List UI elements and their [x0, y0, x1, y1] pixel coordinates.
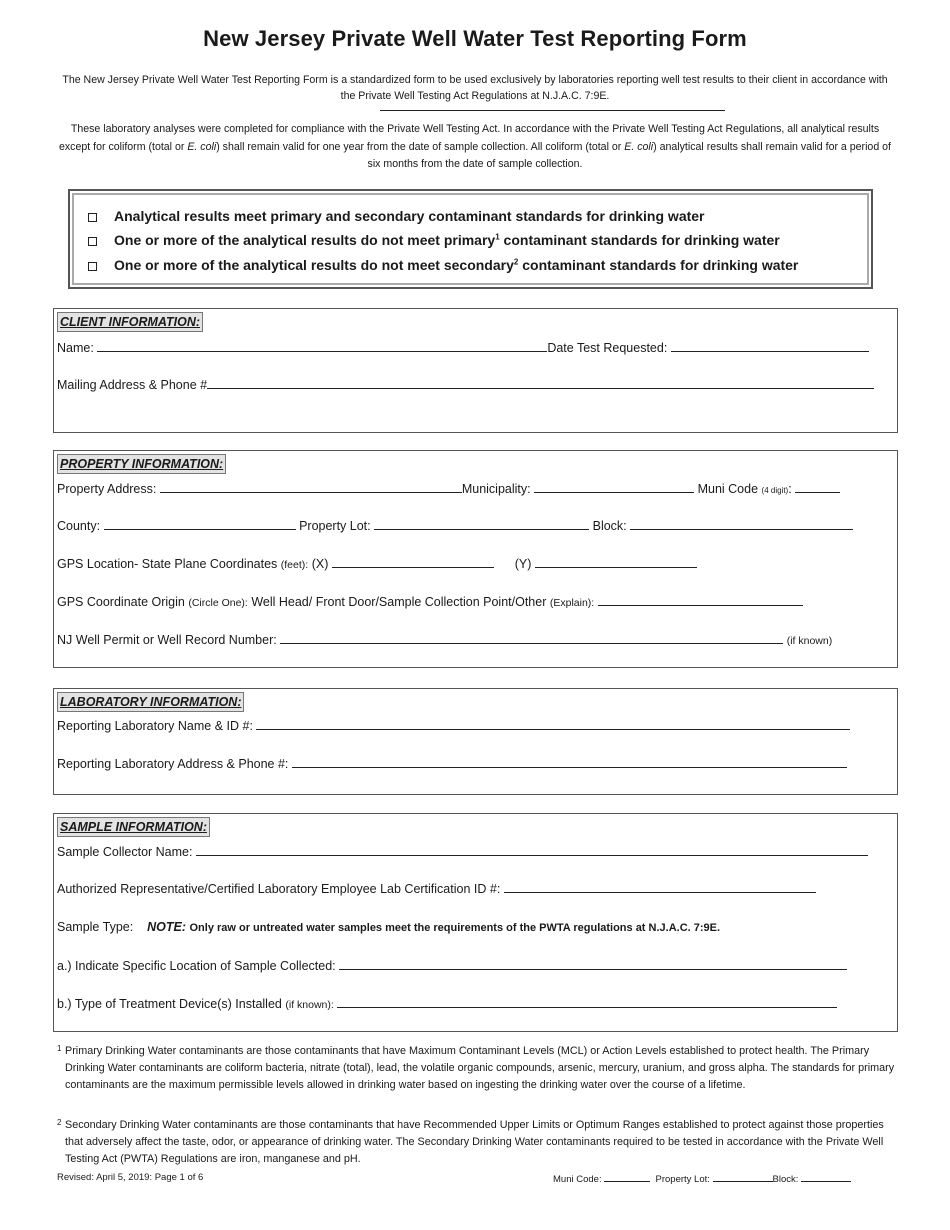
sample-collector-row: Sample Collector Name: — [57, 844, 868, 860]
result-option-secondary-fail[interactable]: One or more of the analytical results do not meet secondary$^2$ contaminant standards for drinking water — [88, 254, 798, 276]
gps-location-row: GPS Location- State Plane Coordinates (feet): (X) (Y) — [57, 556, 697, 573]
sample-location-row: a.) Indicate Specific Location of Sample Collected: — [57, 958, 847, 974]
lab-certification-row: Authorized Representative/Certified Laboratory Employee Lab Certification ID #: — [57, 881, 816, 897]
results-checklist — [68, 189, 873, 289]
lab-address-field[interactable] — [292, 756, 847, 768]
treatment-device-field[interactable] — [337, 996, 837, 1008]
well-permit-field[interactable] — [280, 632, 783, 644]
lab-certification-field[interactable] — [504, 881, 816, 893]
result-option-primary-fail[interactable]: One or more of the analytical results do not meet primary$^1$ contaminant standards for drinking water — [88, 229, 780, 251]
sample-information-heading: SAMPLE INFORMATION: — [57, 817, 210, 837]
gps-origin-row: GPS Coordinate Origin (Circle One): Well Head/ Front Door/Sample Collection Point/Other (Explain): — [57, 594, 803, 611]
treatment-device-row: b.) Type of Treatment Device(s) Installed (if known): — [57, 996, 837, 1013]
client-information-section — [53, 308, 898, 433]
footer-muni-code-field[interactable] — [604, 1172, 650, 1182]
intro-paragraph: The New Jersey Private Well Water Test Reporting Form is a standardized form to be used exclusively by laboratories reporting well test results to their client in accordance with the Private Well Testing Act Regulations at N.J.A.C. 7:9E. — [62, 74, 888, 102]
compliance-paragraph: These laboratory analyses were completed for compliance with the Private Well Testing Act. In accordance with the Private Well Testing Act Regulations, all analytical results except for coliform (total or E. coli) shall remain valid for one year from the date of sample collection. All coliform (total or E. coli) analytical results shall remain valid for a period of six months from the date of sample collection. — [58, 123, 891, 170]
sample-location-field[interactable] — [339, 958, 847, 970]
gps-y-field[interactable] — [535, 556, 697, 568]
mailing-address-row: Mailing Address & Phone # — [57, 377, 874, 393]
property-information-heading: PROPERTY INFORMATION: — [57, 454, 226, 474]
mailing-address-field[interactable] — [207, 377, 874, 389]
checkbox-icon[interactable] — [88, 213, 97, 222]
divider-rule — [380, 110, 725, 111]
block-field[interactable] — [630, 518, 853, 530]
municipality-field[interactable] — [534, 481, 694, 493]
footer-reference-fields: Muni Code: Property Lot: Block: — [553, 1172, 851, 1185]
checkbox-icon[interactable] — [88, 262, 97, 271]
footnote-secondary: 2 Secondary Drinking Water contaminants are those contaminants that have Recommended Upper Limits or Optimum Ranges established to protect against those properties that adversely affect the taste, odor, or appearance of drinking water. The Secondary Drinking Water contaminants required to be tested in accordance with the Private Well Testing Act (PWTA) Regulations are iron, manganese and pH. — [57, 1118, 884, 1166]
footer-block-field[interactable] — [801, 1172, 851, 1182]
sample-type-row: Sample Type: NOTE: Only raw or untreated water samples meet the requirements of the PWTA regulations at N.J.A.C. 7:9E. — [57, 920, 721, 934]
laboratory-information-heading: LABORATORY INFORMATION: — [57, 692, 244, 712]
well-permit-row: NJ Well Permit or Well Record Number: (if known) — [57, 633, 833, 647]
client-name-field[interactable] — [97, 340, 547, 352]
lab-address-row: Reporting Laboratory Address & Phone #: — [57, 756, 847, 772]
checkbox-icon[interactable] — [88, 237, 97, 246]
footnote-primary: 1 Primary Drinking Water contaminants are those contaminants that have Maximum Contaminant Levels (MCL) or Action Levels established to protect health. The Primary Drinking Water contaminants are coliform bacteria, nitrate (total), lead, the volatile organic compounds, arsenic, mercury, uranium, and gross alpha. The standards for primary contaminants are the maximum permissible levels allowed in drinking water based on ingesting the drinking water over the course of a lifetime. — [57, 1044, 895, 1092]
gps-origin-explain-field[interactable] — [598, 594, 803, 606]
result-option-meets[interactable]: Analytical results meet primary and secondary contaminant standards for drinking water — [88, 205, 705, 227]
county-field[interactable] — [104, 518, 296, 530]
property-lot-field[interactable] — [374, 518, 589, 530]
property-information-section — [53, 450, 898, 668]
gps-x-field[interactable] — [332, 556, 494, 568]
revision-info: Revised: April 5, 2019: Page 1 of 6 — [57, 1172, 204, 1183]
sample-information-section — [53, 813, 898, 1032]
lab-name-row: Reporting Laboratory Name & ID #: — [57, 718, 850, 734]
client-name-row: Name: Date Test Requested: — [57, 340, 869, 356]
form-title: New Jersey Private Well Water Test Reporting Form — [203, 26, 747, 51]
date-test-requested-field[interactable] — [671, 340, 869, 352]
client-information-heading: CLIENT INFORMATION: — [57, 312, 203, 332]
county-row: County: Property Lot: Block: — [57, 518, 853, 534]
property-address-row: Property Address: Municipality: Muni Code (4 digit): — [57, 481, 840, 499]
lab-name-field[interactable] — [256, 718, 850, 730]
footer-property-lot-field[interactable] — [713, 1172, 773, 1182]
sample-collector-field[interactable] — [196, 844, 868, 856]
laboratory-information-section — [53, 688, 898, 795]
muni-code-field[interactable] — [795, 481, 840, 493]
property-address-field[interactable] — [160, 481, 462, 493]
